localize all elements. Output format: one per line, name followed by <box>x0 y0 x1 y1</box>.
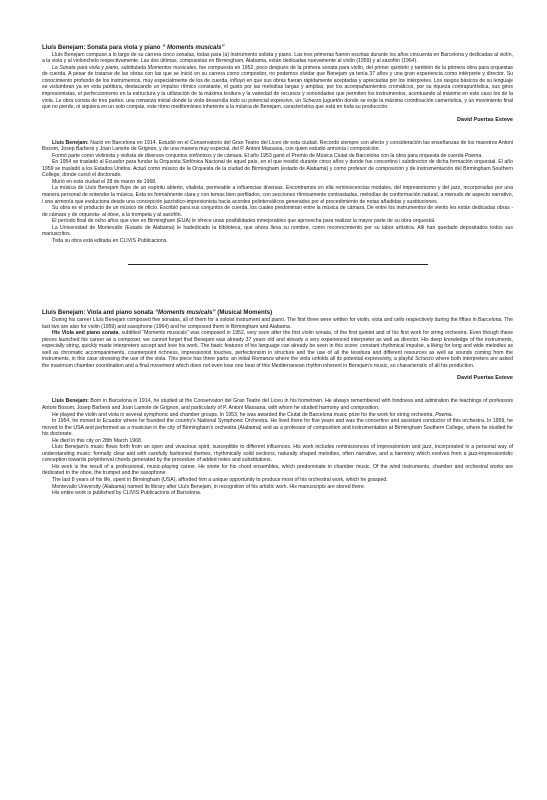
p2-scherzo: Scherzo <box>414 356 434 363</box>
p2-body: , subtitled “Moments musicals” was composed in 1952, very soon after the first violin sonata, of the first quintet and of his first work for string orchestra. Even though these pieces launched his career as a composer, we cannot forget that Benejam was already 37 years old and already a very experienced interpreter as well as director. His deep knowledge of the instruments, especially string, quickly made interpreters accept and love his work. The basic features of his language can already be seen in this score: constant rhythmical impulse, a liking for long and wide melodies as well as chromatic accompaniments, counterpoint richness, impressionist touches, perfectionism in structure and the use of all the tessitura and different resources as well as sounds coming from the instruments, in this case stressing the use of the viola. This piece has three parts: an initial <box>42 330 513 363</box>
english-bio-paragraph-5: Lluís Benejam's music flows forth from an open and vivacious spirit, susceptible to different influences. His work includes reminiscences of impressionism and jazz, incorporated in a personal way of understanding music: formally clear and with carefully fashioned themes, rhythmically solid sections, naturally shaped melodies, often narrative, and a harmony which evolves from a jazz-impressionistic conception towards polyinterval chords generated by the procedure of added notes and substitutions. <box>42 444 513 464</box>
english-sonata-section <box>42 309 513 382</box>
english-bio-paragraph-1 <box>42 398 513 411</box>
p2-romanza: Romanza <box>251 356 274 363</box>
p2-subtitle: Momentos musicales <box>147 64 197 71</box>
english-bio-section <box>42 398 513 496</box>
english-sonata-paragraph-2 <box>42 330 513 369</box>
english-sonata-title <box>42 309 513 317</box>
title-text: Lluís Benejam: Sonata para viola y piano <box>42 44 163 51</box>
english-bio-paragraph-3: In 1954, he moved to Ecuador where he founded the country's National Symphonic Orchestra. He lived there for five years and was the concertino and assistant conductor of this orchestra. In 1959, he moved to the USA and performed as a musician in the city of Birmingham's orchestra (Alabama) and as a professor of composition and instrumentation at Birmingham Southern College, where he studied for his doctorate. <box>42 418 513 438</box>
spanish-sonata-section <box>42 44 513 124</box>
spanish-signature: David Puertas Esteve <box>457 116 513 123</box>
bio-name: Lluís Benejam: <box>52 139 89 146</box>
p2-romanza: romanza <box>136 97 157 104</box>
english-sonata-paragraph-1: During his career Lluís Benejam composed five sonatas, all of them for a soloist instrument and piano. The first three were written for violin, viola and cello respectively during the fifties in Barcelona. The last two are also for violin (1959) and saxophone (1964) and he composed them in Birmingham and Alabama. <box>42 317 513 330</box>
english-bio-paragraph-2: He played the violin and viola in several symphonic and chamber groups. In 1953, he was awarded the Ciutat de Barcelona music prize for the work for string orchestra, Poema. <box>52 411 453 418</box>
title-text: Lluís Benejam: Viola and piano sonata <box>42 309 155 317</box>
spanish-bio-paragraph-9: Toda su obra está editada en CLIVIS Publicacions. <box>52 237 168 244</box>
p2-body-2: inicial donde la viola desarrolla todo su potencial expresivo, un <box>156 97 303 104</box>
title-work-name: “ Moments musicals” <box>162 44 225 51</box>
p2-body-2: where the viola unfolds all its potential expressivity, a playful <box>273 356 415 363</box>
spanish-bio-section <box>42 140 513 245</box>
english-bio-paragraph-7: The last 8 years of his life, spent in Birmingham (USA), afforded him a unique opportunity to produce most of his orchestral work, which he grasped. <box>52 477 388 484</box>
p2-lead: La Sonata para viola y piano <box>52 64 119 71</box>
bio1-text: Born in Barcelona in 1914, he studied at the Conservatori del Gran Teatre del Liceu in his hometown. He always remembered with fondness and admiration the teachings of professors Antoni Bosom, Josep Barberà and Joan Lamote de Grignon, and particularly of P. Antoni Massana, with whom he studied harmony and composition. <box>42 398 513 411</box>
english-bio-paragraph-8: Montevallo University (Alabama) named its library after Lluís Benejam, in recognition of his artistic work. His manuscripts are stored there. <box>52 483 366 490</box>
spanish-bio-paragraph-5: La música de Lluís Benejam fluye de un espíritu abierto, vitalista, permeable a influencias diversas. Encontramos en ella reminiscencias modales, del impresionismo y del jazz, incorporadas por una manera personal de entender la música. Esta es formalmente clara y con temas bien perfilados, con secciones rítmicamente contrastadas, melodías de conformación natural, a menudo de aspecto narrativo, i una armonía que evoluciona desde una concepción jazzístico-impresionista hacia acordes polintervàlicos generados por el procedimiento de notas añadidas y sustituciones. <box>42 185 513 205</box>
english-bio-paragraph-6: His work is the result of a professional, music-playing career. He wrote for his chord ensembles, which predominate in chamber music. Of the wind instruments, chamber and orchestral works are dedicated to the oboe, the trumpet and the saxophone. <box>42 463 513 477</box>
spacer <box>42 265 513 309</box>
spanish-sonata-title <box>42 44 513 52</box>
bio1-text: Nació en Barcelona en 1914. Estudió en el Conservatorio del Gran Teatro del Liceo de esta ciudad. Recordó siempre con afecto y consideración las enseñanzas de los maestros Antoni Bosom, Josep Barberà y Joan Lamote de Grignon, y de una manera muy especial, del P. Antoni Massana, con quien estudió armonía i composición. <box>42 139 513 153</box>
p2-mid: , subtitulada <box>118 64 148 71</box>
title-work-name: “Moments musicals” <box>154 309 216 317</box>
english-bio-paragraph-9: His entire work is published by CLIVIS Publicacions of Barcelona. <box>52 490 202 497</box>
bio-name: Lluís Benejam: <box>52 398 89 405</box>
spanish-bio-paragraph-2: Formó parte como violinista y violista de diversos conjuntos sinfónicos y de cámara. El año 1953 ganó el Premio de Música Ciutat de Barcelona con la obra para orquesta de cuerda Poema. <box>52 152 483 159</box>
title-suffix: (Musical Moments) <box>215 309 273 317</box>
p2-body: , fue compuesta en 1952, poco después de la primera sonata para violín, del primer quinteto y también de la primera obra para orquestas de cuerda. A pesar de tratarse de las obras con las que se inició en su carrera como compositor, no podemos olvidar que Benejam ya tenía 37 años y una gran experiencia como intérprete y director. Su conocimiento profundo de los instrumentos, muy especialmente de los de cuerda, influyó en que sus obras fueran rápidamente aceptadas y apreciadas por los intérpretes. Los rasgos básicos de su lenguaje se vislumbran ya en esta partitura, destacando un impulso rítmico constante, el gusto por las melodías largas y amplias, por los acompañamientos cromáticos, por su riqueza contrapuntística, sus giros impresionistas, el perfeccionismo en la estructura y la utilización de la máxima tesitura y la variedad de recursos y sonoridades que permiten los instrumentos, acentuando al máximo en este caso los de la viola. La obra consta de tres partes: una <box>42 64 513 104</box>
spacer <box>42 124 513 140</box>
bio2-work: Poema <box>435 411 452 418</box>
spanish-bio-paragraph-1 <box>42 140 513 153</box>
bio2-text: Formó parte como violinista y violista de diversos conjuntos sinfónicos y de cámara. El año 1953 ganó el Premio de Música Ciutat de Barcelona con la obra para orquesta de cuerda <box>52 152 465 159</box>
spanish-sonata-paragraph-1: Lluís Benejam compuso a lo largo de su carrera cinco sonatas, todas para (a) instrumento solista y piano. Las tres primeras fueron escritas durante los años cincuenta en Barcelona y dedicadas al violín, a la viola y al violonchelo respectivamente. Las dos últimas, compuestas en Birmingham, Alabama, están dedicadas nuevamente al violín (1959) y al saxofón (1964). <box>42 51 513 65</box>
p2-body-3: where both interpreters are asked the maximum chamber coordination and a final movement which does not even lose one beat of this Mediterranean rhythm inherent in Benejam's music, so characteristic of all his production. <box>42 356 513 369</box>
spanish-bio-paragraph-7: El período final de ocho años que vive en Birmingham (EUA) le ofrece unas posibilidades inmejorables que aprovecha para realizar la mayor parte de su obra orquestal. <box>52 218 436 225</box>
english-bio-paragraph-4: He died in this city on 28th March 1968. <box>52 437 143 444</box>
p2-lead: His Viola and piano sonata <box>52 330 119 337</box>
bio2-work: Poema <box>464 152 482 159</box>
p2-scherzo: Scherzo <box>302 97 322 104</box>
spacer <box>42 382 513 398</box>
english-signature: David Puertas Esteve <box>457 375 513 382</box>
spanish-bio-paragraph-4: Murió en esta ciudad el 28 de marzo de 1968. <box>52 178 157 185</box>
spacer <box>42 244 513 264</box>
spanish-sonata-paragraph-2 <box>42 65 513 111</box>
p2-body-3: juguetón donde se exije la máxima coordinación camerística, y un movimiento final que no pierde, ni siquiera en un solo compás, este ritmo mediterráneo inherente a la música de Benejam, característica que está en toda su producción. <box>42 97 514 111</box>
spanish-bio-paragraph-6: Su obra es el producto de un músico de oficio. Escribió para sus conjuntos de cuerda, los cuales predominan entre la música de cámara. De entre los instrumentos de viento les están dedicadas obras -de cámara y de orquesta- al oboe, a la trompeta y al saxofón. <box>42 205 513 218</box>
spanish-bio-paragraph-8: La Universidad de Montevallo (Estado de Alabama) le hadedicado la biblioteca, que ahora lleva su nombre, como reconocimiento por su labor artística. Allí han quedado depositados todos sus manuscritos. <box>42 224 513 238</box>
spanish-bio-paragraph-3: En 1954 se trasladó al Ecuador para fundar la Orquesta Sinfónica Nacional de aquel país, en el que residió durante cinco años y donde fue concertino i subdirector de dicha formación orquestal. El año 1959 se trasladó a los Estados Unidos. Actuó como músico de la Orquesta de la ciudad de Birmingham (estado de Alabama) y como profesor de composición y de instrumentación del Birmingham Southern College, donde cursó el doctorado. <box>42 159 513 179</box>
bio2-text: He played the violin and viola in several symphonic and chamber groups. In 1953, he was awarded the Ciutat de Barcelona music prize for the work for string orchestra, <box>52 411 436 418</box>
